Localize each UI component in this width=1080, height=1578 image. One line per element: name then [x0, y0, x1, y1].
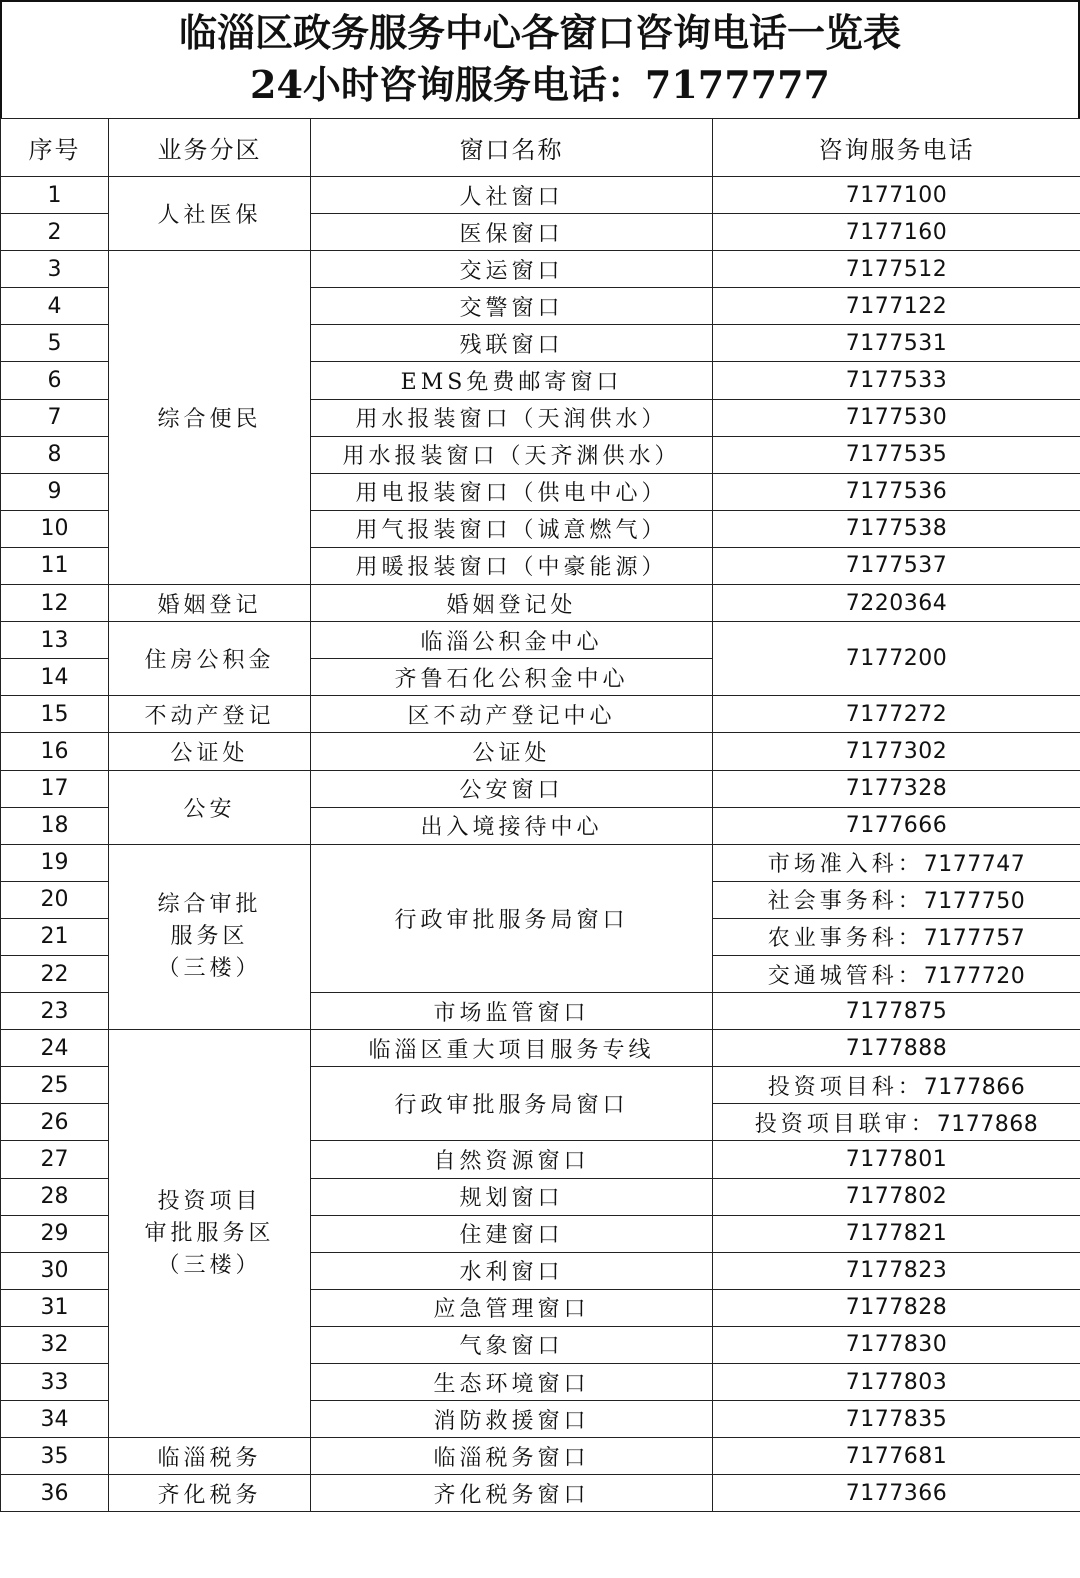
table-row — [1, 1030, 1080, 1067]
phone-number: 7177823 — [713, 1252, 1080, 1289]
phone-number: 7177200 — [713, 622, 1080, 696]
window-name: 交警窗口 — [311, 288, 713, 325]
window-name: 用气报装窗口（诚意燃气） — [311, 510, 713, 547]
phone-number: 7177302 — [713, 733, 1080, 770]
window-name: 行政审批服务局窗口 — [311, 844, 713, 992]
phone-number: 7177821 — [713, 1215, 1080, 1252]
row-index: 2 — [1, 214, 109, 251]
dept-phone: 7177866 — [923, 1074, 1026, 1100]
table-row — [1, 585, 1080, 622]
window-name: 医保窗口 — [311, 214, 713, 251]
phone-number: 7177512 — [713, 251, 1080, 288]
zone-cell: 公安 — [109, 770, 311, 844]
table-header-row — [1, 119, 1080, 177]
row-index: 25 — [1, 1067, 109, 1104]
row-index: 30 — [1, 1252, 109, 1289]
zone-cell: 公证处 — [109, 733, 311, 770]
row-index: 3 — [1, 251, 109, 288]
dept-phone: 7177720 — [923, 963, 1026, 989]
phone-number: 7177681 — [713, 1438, 1080, 1475]
phone-number — [713, 1067, 1080, 1104]
hotline-subtitle: 24小时咨询服务电话：7177777 — [250, 62, 830, 107]
row-index: 29 — [1, 1215, 109, 1252]
row-index: 17 — [1, 770, 109, 807]
row-index: 9 — [1, 473, 109, 510]
header-index: 序号 — [1, 119, 109, 177]
row-index: 5 — [1, 325, 109, 362]
row-index: 33 — [1, 1364, 109, 1401]
row-index: 34 — [1, 1401, 109, 1438]
row-index: 27 — [1, 1141, 109, 1178]
row-index: 7 — [1, 399, 109, 436]
row-index: 13 — [1, 622, 109, 659]
window-name: 交运窗口 — [311, 251, 713, 288]
table-row — [1, 251, 1080, 288]
phone-number: 7220364 — [713, 585, 1080, 622]
phone-number: 7177533 — [713, 362, 1080, 399]
row-index: 23 — [1, 993, 109, 1030]
table-row — [1, 696, 1080, 733]
window-name: 齐化税务窗口 — [311, 1475, 713, 1512]
phone-number — [713, 844, 1080, 881]
phone-number: 7177835 — [713, 1401, 1080, 1438]
row-index: 16 — [1, 733, 109, 770]
row-index: 31 — [1, 1289, 109, 1326]
zone-line: 审批服务区 — [144, 1220, 275, 1246]
zone-cell: 人社医保 — [109, 177, 311, 251]
zone-line: 综合审批 — [157, 891, 262, 917]
phone-number: 7177160 — [713, 214, 1080, 251]
window-name: 用水报装窗口（天齐渊供水） — [311, 436, 713, 473]
window-name: 市场监管窗口 — [311, 993, 713, 1030]
window-name: 生态环境窗口 — [311, 1364, 713, 1401]
window-name: 用电报装窗口（供电中心） — [311, 473, 713, 510]
phone-number: 7177538 — [713, 510, 1080, 547]
zone-cell: 住房公积金 — [109, 622, 311, 696]
phone-number: 7177530 — [713, 399, 1080, 436]
row-index: 28 — [1, 1178, 109, 1215]
zone-line: 投资项目 — [157, 1188, 262, 1214]
zone-line: 服务区 — [170, 923, 249, 949]
dept-label: 农业事务科： — [767, 926, 924, 952]
dept-label: 交通城管科： — [767, 963, 924, 989]
table-row — [1, 622, 1080, 659]
header-zone: 业务分区 — [109, 119, 311, 177]
window-name: 应急管理窗口 — [311, 1289, 713, 1326]
row-index: 10 — [1, 510, 109, 547]
table-row — [1, 1475, 1080, 1512]
zone-cell: 临淄税务 — [109, 1438, 311, 1475]
window-name: 规划窗口 — [311, 1178, 713, 1215]
phone-number: 7177537 — [713, 547, 1080, 584]
window-name: 出入境接待中心 — [311, 807, 713, 844]
phone-number: 7177100 — [713, 177, 1080, 214]
window-name: 残联窗口 — [311, 325, 713, 362]
row-index: 21 — [1, 918, 109, 955]
window-name: 用暖报装窗口（中豪能源） — [311, 547, 713, 584]
window-name: EMS免费邮寄窗口 — [311, 362, 713, 399]
window-name: 气象窗口 — [311, 1326, 713, 1363]
zone-cell — [109, 844, 311, 1029]
row-index: 12 — [1, 585, 109, 622]
row-index: 24 — [1, 1030, 109, 1067]
phone-number: 7177801 — [713, 1141, 1080, 1178]
phone-number: 7177803 — [713, 1364, 1080, 1401]
phone-number: 7177328 — [713, 770, 1080, 807]
phone-number: 7177536 — [713, 473, 1080, 510]
directory-table — [0, 118, 1080, 1512]
window-name: 人社窗口 — [311, 177, 713, 214]
window-name: 行政审批服务局窗口 — [311, 1067, 713, 1141]
window-name: 公证处 — [311, 733, 713, 770]
table-row — [1, 844, 1080, 881]
row-index: 32 — [1, 1326, 109, 1363]
phone-number: 7177531 — [713, 325, 1080, 362]
zone-cell: 婚姻登记 — [109, 585, 311, 622]
header-window: 窗口名称 — [311, 119, 713, 177]
dept-label: 投资项目联审： — [754, 1111, 937, 1137]
zone-cell: 不动产登记 — [109, 696, 311, 733]
window-name: 住建窗口 — [311, 1215, 713, 1252]
window-name: 齐鲁石化公积金中心 — [311, 659, 713, 696]
phone-number — [713, 918, 1080, 955]
phone-number: 7177666 — [713, 807, 1080, 844]
page-title: 临淄区政务服务中心各窗口咨询电话一览表 — [178, 10, 901, 55]
phone-number: 7177535 — [713, 436, 1080, 473]
phone-number: 7177888 — [713, 1030, 1080, 1067]
row-index: 18 — [1, 807, 109, 844]
zone-line: （三楼） — [157, 1252, 262, 1278]
dept-phone: 7177868 — [936, 1111, 1039, 1137]
row-index: 8 — [1, 436, 109, 473]
table-row — [1, 177, 1080, 214]
phone-number: 7177875 — [713, 993, 1080, 1030]
row-index: 4 — [1, 288, 109, 325]
row-index: 36 — [1, 1475, 109, 1512]
phone-number: 7177828 — [713, 1289, 1080, 1326]
dept-phone: 7177750 — [923, 889, 1026, 915]
window-name: 区不动产登记中心 — [311, 696, 713, 733]
dept-label: 社会事务科： — [767, 889, 924, 915]
window-name: 临淄区重大项目服务专线 — [311, 1030, 713, 1067]
row-index: 14 — [1, 659, 109, 696]
row-index: 19 — [1, 844, 109, 881]
zone-cell: 综合便民 — [109, 251, 311, 585]
row-index: 20 — [1, 881, 109, 918]
row-index: 35 — [1, 1438, 109, 1475]
zone-cell — [109, 1030, 311, 1438]
header-phone: 咨询服务电话 — [713, 119, 1080, 177]
phone-number: 7177802 — [713, 1178, 1080, 1215]
window-name: 消防救援窗口 — [311, 1401, 713, 1438]
window-name: 自然资源窗口 — [311, 1141, 713, 1178]
phone-number: 7177122 — [713, 288, 1080, 325]
row-index: 11 — [1, 547, 109, 584]
row-index: 26 — [1, 1104, 109, 1141]
window-name: 用水报装窗口（天润供水） — [311, 399, 713, 436]
row-index: 1 — [1, 177, 109, 214]
dept-label: 市场准入科： — [767, 852, 924, 878]
phone-number: 7177366 — [713, 1475, 1080, 1512]
phone-number — [713, 1104, 1080, 1141]
row-index: 15 — [1, 696, 109, 733]
table-row — [1, 1438, 1080, 1475]
phone-number: 7177830 — [713, 1326, 1080, 1363]
dept-phone: 7177757 — [923, 926, 1026, 952]
phone-number — [713, 881, 1080, 918]
table-row — [1, 733, 1080, 770]
dept-label: 投资项目科： — [767, 1074, 924, 1100]
window-name: 临淄公积金中心 — [311, 622, 713, 659]
window-name: 婚姻登记处 — [311, 585, 713, 622]
phone-number — [713, 955, 1080, 992]
window-name: 水利窗口 — [311, 1252, 713, 1289]
phone-number: 7177272 — [713, 696, 1080, 733]
dept-phone: 7177747 — [923, 852, 1026, 878]
window-name: 临淄税务窗口 — [311, 1438, 713, 1475]
zone-cell: 齐化税务 — [109, 1475, 311, 1512]
title-block — [0, 0, 1080, 118]
row-index: 6 — [1, 362, 109, 399]
table-row — [1, 770, 1080, 807]
zone-line: （三楼） — [157, 955, 262, 981]
window-name: 公安窗口 — [311, 770, 713, 807]
row-index: 22 — [1, 955, 109, 992]
